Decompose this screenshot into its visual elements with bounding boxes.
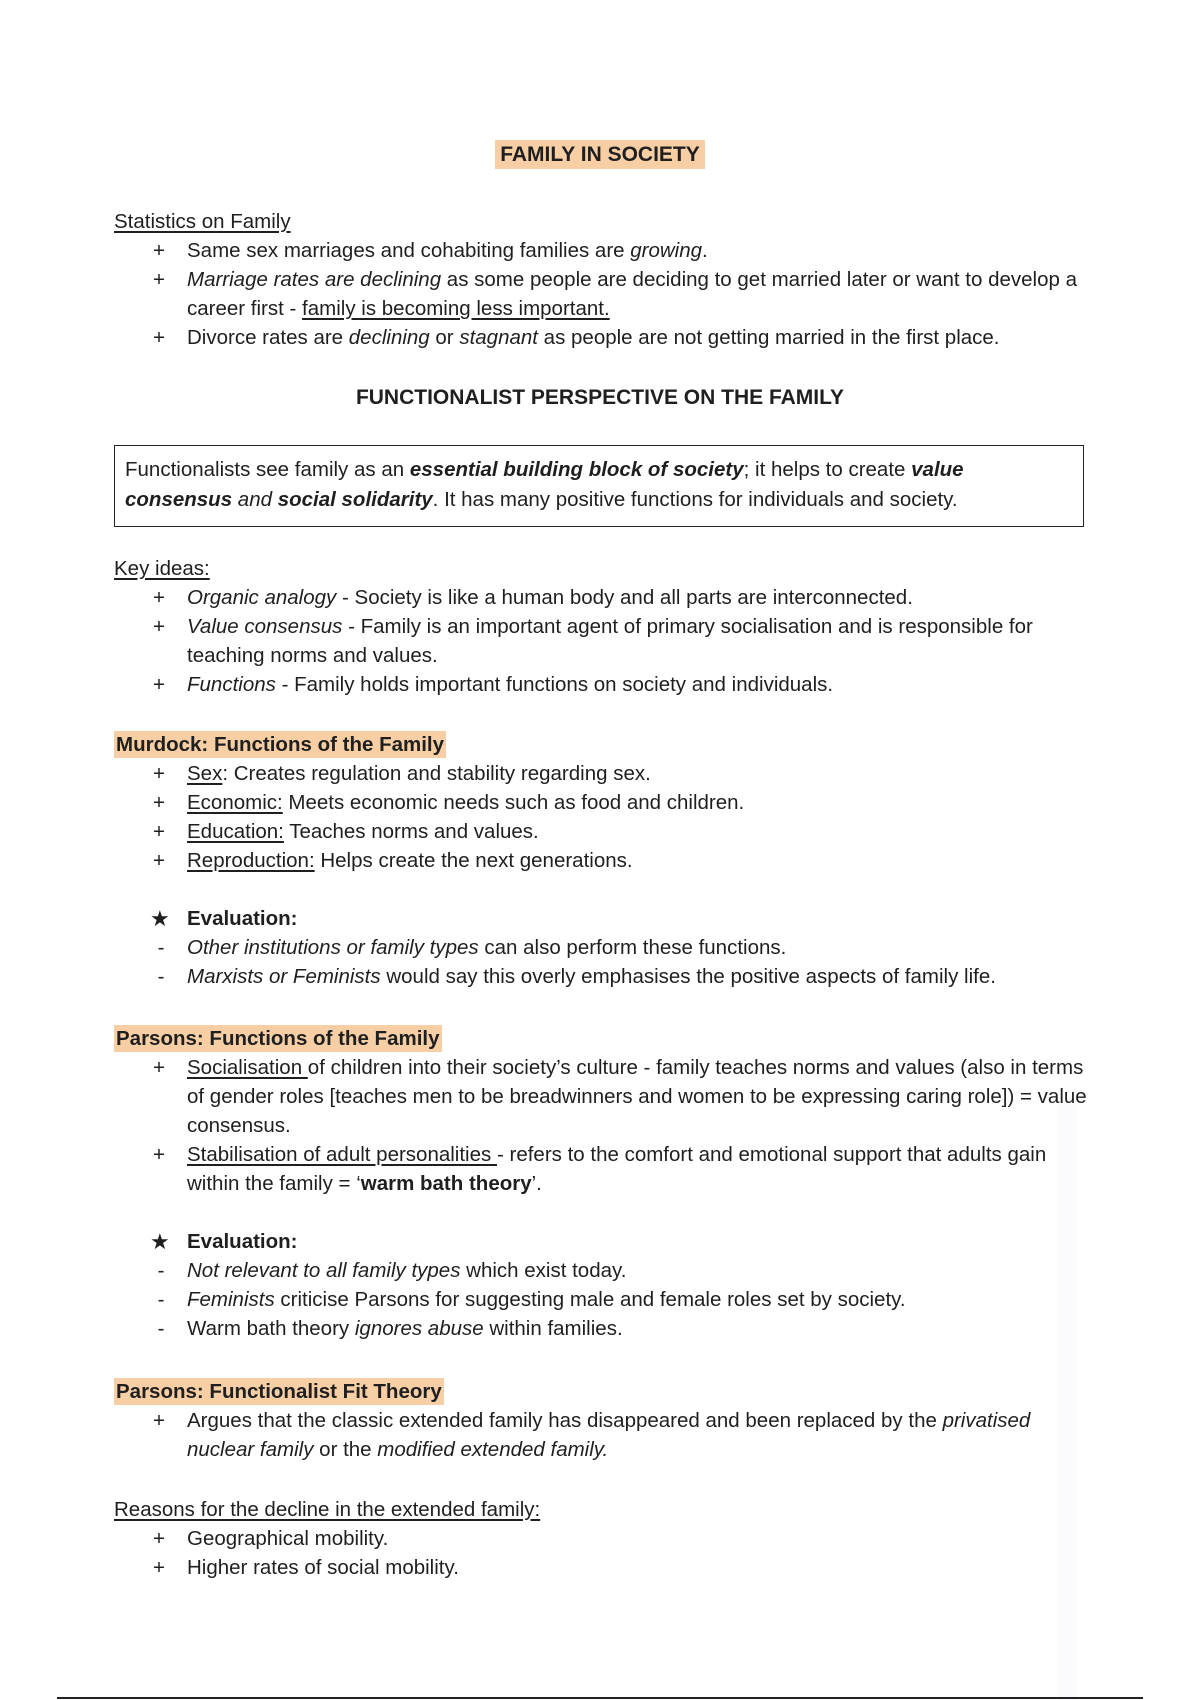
star-icon: ★	[150, 906, 170, 931]
summary-box: Functionalists see family as an essential building block of society; it helps to create value consensus and social solidarity. It has many positive functions for individuals and society.	[114, 445, 1084, 527]
star-icon: ★	[150, 1229, 170, 1254]
fit-theory-list	[114, 1406, 1089, 1464]
list-item: + Functions - Family holds important functions on society and individuals.	[114, 670, 1089, 699]
decline-section	[114, 1495, 1089, 1582]
murdock-heading: Murdock: Functions of the Family	[116, 733, 445, 756]
dash-bullet: -	[157, 936, 165, 959]
list-item: + Value consensus - Family is an important agent of primary socialisation and is responsible for teaching norms and values.	[114, 612, 1089, 670]
key-ideas-list	[114, 583, 1089, 699]
decline-list	[114, 1524, 1089, 1582]
statistics-list	[114, 236, 1089, 352]
list-item: + Divorce rates are declining or stagnant as people are not getting married in the first place.	[114, 323, 1089, 352]
parsons-evaluation-heading: ★ Evaluation:	[150, 1229, 298, 1254]
list-item: + Economic: Meets economic needs such as food and children.	[114, 788, 1089, 817]
plus-bullet: +	[153, 268, 165, 291]
parsons-functions-list	[114, 1053, 1089, 1198]
plus-bullet: +	[153, 673, 165, 696]
list-item: - Other institutions or family types can also perform these functions.	[114, 933, 1089, 962]
plus-bullet: +	[153, 791, 165, 814]
plus-bullet: +	[153, 820, 165, 843]
list-item: + Geographical mobility.	[114, 1524, 1089, 1553]
plus-bullet: +	[153, 326, 165, 349]
statistics-heading: Statistics on Family	[114, 210, 291, 233]
list-item: + Organic analogy - Society is like a human body and all parts are interconnected.	[114, 583, 1089, 612]
parsons-evaluation-list	[114, 1256, 1089, 1343]
title-row	[0, 143, 1200, 167]
decline-heading: Reasons for the decline in the extended family:	[114, 1498, 541, 1521]
key-ideas-section	[114, 554, 1089, 699]
fit-theory-section	[114, 1377, 1089, 1464]
list-item: + Sex: Creates regulation and stability regarding sex.	[114, 759, 1089, 788]
plus-bullet: +	[153, 849, 165, 872]
plus-bullet: +	[153, 1409, 165, 1432]
plus-bullet: +	[153, 586, 165, 609]
functionalist-title: FUNCTIONALIST PERSPECTIVE ON THE FAMILY	[355, 386, 845, 409]
list-item: - Feminists criticise Parsons for suggesting male and female roles set by society.	[114, 1285, 1089, 1314]
dash-bullet: -	[157, 1317, 165, 1340]
list-item: - Not relevant to all family types which exist today.	[114, 1256, 1089, 1285]
list-item: - Marxists or Feminists would say this overly emphasises the positive aspects of family life.	[114, 962, 1089, 991]
parsons-functions-heading: Parsons: Functions of the Family	[116, 1027, 440, 1050]
list-item: + Education: Teaches norms and values.	[114, 817, 1089, 846]
fit-theory-heading: Parsons: Functionalist Fit Theory	[116, 1380, 442, 1403]
plus-bullet: +	[153, 762, 165, 785]
murdock-list	[114, 759, 1089, 875]
plus-bullet: +	[153, 615, 165, 638]
page-title: FAMILY IN SOCIETY	[495, 140, 705, 169]
murdock-evaluation-list	[114, 933, 1089, 991]
dash-bullet: -	[157, 1288, 165, 1311]
list-item: + Same sex marriages and cohabiting families are growing.	[114, 236, 1089, 265]
statistics-section	[114, 207, 1089, 352]
murdock-evaluation-heading: ★ Evaluation:	[150, 906, 298, 931]
plus-bullet: +	[153, 1143, 165, 1166]
bottom-rule	[57, 1697, 1143, 1699]
list-item: - Warm bath theory ignores abuse within families.	[114, 1314, 1089, 1343]
list-item: + Higher rates of social mobility.	[114, 1553, 1089, 1582]
plus-bullet: +	[153, 1527, 165, 1550]
dash-bullet: -	[157, 965, 165, 988]
list-item: + Socialisation of children into their society’s culture - family teaches norms and values (also in terms of gender roles [teaches men to be breadwinners and women to be expressing caring role]) = value consensus.	[114, 1053, 1089, 1140]
key-ideas-heading: Key ideas:	[114, 557, 210, 580]
list-item: + Reproduction: Helps create the next generations.	[114, 846, 1089, 875]
list-item: + Stabilisation of adult personalities - refers to the comfort and emotional support that adults gain within the family = ‘warm bath theory’.	[114, 1140, 1089, 1198]
parsons-functions-section	[114, 1024, 1089, 1343]
list-item: + Argues that the classic extended family has disappeared and been replaced by the privatised nuclear family or the modified extended family.	[114, 1406, 1089, 1464]
plus-bullet: +	[153, 1056, 165, 1079]
list-item: + Marriage rates are declining as some people are deciding to get married later or want to develop a career first - family is becoming less important.	[114, 265, 1089, 323]
murdock-section	[114, 730, 1089, 991]
plus-bullet: +	[153, 1556, 165, 1579]
dash-bullet: -	[157, 1259, 165, 1282]
plus-bullet: +	[153, 239, 165, 262]
